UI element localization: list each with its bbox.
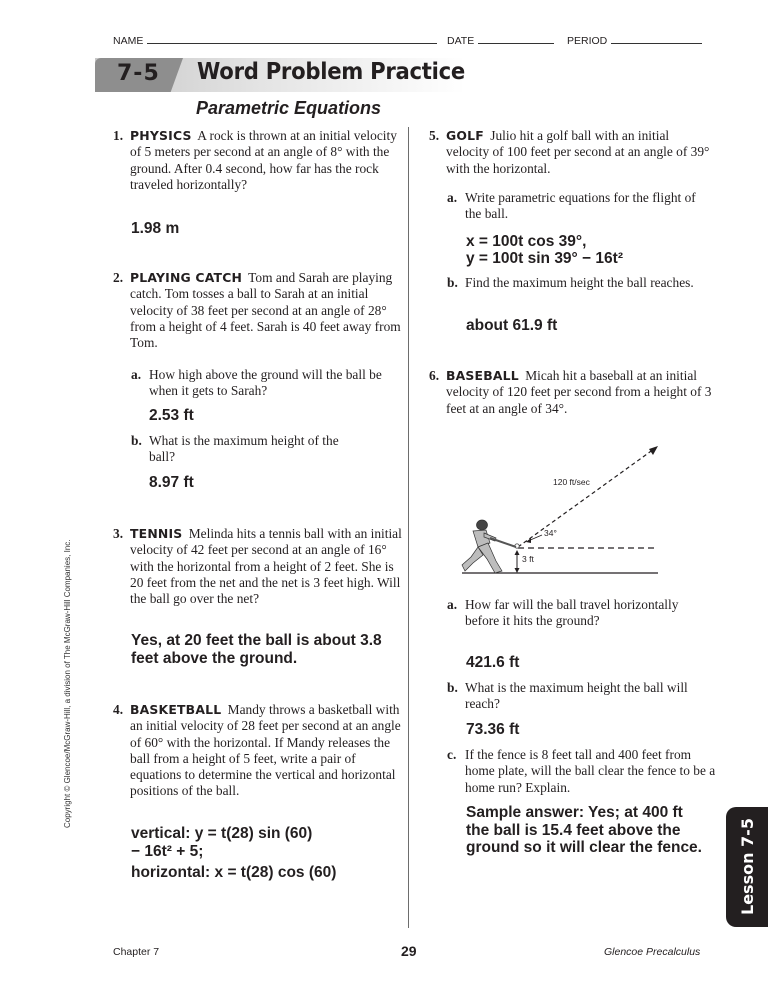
part-letter: b. xyxy=(447,680,458,695)
part-question: What is the maximum height the ball will reach? xyxy=(465,680,688,712)
problem-text: Melinda hits a tennis ball with an initial velocity of 42 feet per second at an angle of 16° with the horizontal from a height of 2 feet. She is 20 feet from the net and the net is 3 feet high. Will the ball go over the net? xyxy=(130,526,402,607)
problem-number: 4. xyxy=(113,702,124,717)
answer-2b: 8.97 ft xyxy=(149,474,194,491)
trajectory-illustration xyxy=(440,425,710,580)
angle-label: 34° xyxy=(544,528,557,538)
lesson-banner xyxy=(95,58,465,92)
answer-6c: Sample answer: Yes; at 400 ft the ball is 15.4 feet above the ground so it will clear the fence. xyxy=(466,804,702,857)
answer-2a: 2.53 ft xyxy=(149,407,194,424)
problem-2b xyxy=(131,433,351,466)
batter-icon xyxy=(462,520,516,573)
period-blank[interactable] xyxy=(611,34,702,44)
part-letter: b. xyxy=(131,433,142,448)
answer-6a: 421.6 ft xyxy=(466,654,520,671)
period-label: PERIOD xyxy=(567,35,608,47)
answer-5a-line-2: y = 100t sin 39° − 16t² xyxy=(466,250,623,267)
part-question: How high above the ground will the ball be when it gets to Sarah? xyxy=(149,367,382,399)
problem-2 xyxy=(113,270,403,351)
part-letter: b. xyxy=(447,275,458,290)
footer-page-number: 29 xyxy=(401,943,417,959)
page-title: Word Problem Practice xyxy=(197,59,465,85)
problem-6c xyxy=(447,747,717,796)
problem-5a xyxy=(447,190,707,223)
problem-tag: BASKETBALL xyxy=(130,702,222,717)
problem-6b xyxy=(447,680,707,713)
problem-5 xyxy=(429,128,714,177)
answer-6b: 73.36 ft xyxy=(466,721,520,738)
answer-3: Yes, at 20 feet the ball is about 3.8 feet above the ground. xyxy=(131,632,382,667)
answer-4-line-2: − 16t² + 5; xyxy=(131,843,204,860)
footer-book-title: Glencoe Precalculus xyxy=(604,946,701,958)
answer-4-line-3: horizontal: x = t(28) cos (60) xyxy=(131,864,337,881)
page-subtitle: Parametric Equations xyxy=(196,98,382,118)
velocity-label: 120 ft/sec xyxy=(553,477,590,487)
baseball-diagram xyxy=(440,425,710,580)
part-question: Find the maximum height the ball reaches. xyxy=(465,275,694,290)
answer-5b: about 61.9 ft xyxy=(466,317,558,334)
problem-text: Julio hit a golf ball with an initial velocity of 100 feet per second at an angle of 39° with the horizontal. xyxy=(446,128,710,176)
problem-4 xyxy=(113,702,403,800)
copyright-notice: Copyright © Glencoe/McGraw-Hill, a division of The McGraw-Hill Companies, Inc. xyxy=(63,539,72,828)
lesson-tab xyxy=(726,807,768,927)
problem-number: 1. xyxy=(113,128,124,143)
part-letter: c. xyxy=(447,747,457,762)
part-letter: a. xyxy=(447,597,458,612)
date-label: DATE xyxy=(447,35,475,47)
name-blank[interactable] xyxy=(147,34,437,44)
part-letter: a. xyxy=(131,367,142,382)
part-question: Write parametric equations for the flight of the ball. xyxy=(465,190,696,222)
answer-5a-line-1: x = 100t cos 39°, xyxy=(466,233,587,250)
answer-4-line-1: vertical: y = t(28) sin (60) xyxy=(131,825,313,842)
footer-chapter: Chapter 7 xyxy=(113,946,160,958)
problem-tag: PLAYING CATCH xyxy=(130,270,243,285)
problem-number: 5. xyxy=(429,128,440,143)
problem-2a xyxy=(131,367,391,400)
problem-text: A rock is thrown at an initial velocity of 5 meters per second at an angle of 8° with the ground. After 0.4 second, how far has the rock traveled horizontally? xyxy=(130,128,397,192)
problem-tag: TENNIS xyxy=(130,526,183,541)
problem-tag: PHYSICS xyxy=(130,128,192,143)
problem-text: Mandy throws a basketball with an initial velocity of 28 feet per second at an angle of 60° with the horizontal. If Mandy releases the ball from a height of 5 feet, write a pair of equations to determine the vertical and horizontal positions of the ball. xyxy=(130,702,401,799)
period-field xyxy=(567,34,702,47)
column-divider xyxy=(408,127,409,928)
problem-6a xyxy=(447,597,707,630)
problem-3 xyxy=(113,526,403,607)
problem-5b xyxy=(447,275,707,291)
problem-tag: GOLF xyxy=(446,128,484,143)
part-question: How far will the ball travel horizontally before it hits the ground? xyxy=(465,597,679,629)
part-question: What is the maximum height of the ball? xyxy=(149,433,339,465)
part-question: If the fence is 8 feet tall and 400 feet from home plate, will the ball clear the fence to be a home run? Explain. xyxy=(465,747,716,795)
name-field xyxy=(113,34,437,47)
answer-1: 1.98 m xyxy=(131,220,180,237)
problem-number: 6. xyxy=(429,368,440,383)
problem-text: Tom and Sarah are playing catch. Tom tosses a ball to Sarah at an initial velocity of 38 feet per second at an angle of 28° from a height of 4 feet. Sarah is 40 feet away from Tom. xyxy=(130,270,401,351)
problem-6 xyxy=(429,368,719,417)
problem-tag: BASEBALL xyxy=(446,368,519,383)
part-letter: a. xyxy=(447,190,458,205)
lesson-tab-label: Lesson 7-5 xyxy=(738,818,757,915)
problem-number: 3. xyxy=(113,526,124,541)
date-field xyxy=(447,34,554,47)
date-blank[interactable] xyxy=(478,34,554,44)
height-label: 3 ft xyxy=(522,554,534,564)
problem-number: 2. xyxy=(113,270,124,285)
problem-1 xyxy=(113,128,403,193)
problem-text: Micah hit a baseball at an initial velocity of 120 feet per second from a height of 3 feet at an angle of 34°. xyxy=(446,368,712,416)
name-label: NAME xyxy=(113,35,144,47)
lesson-number: 7-5 xyxy=(117,61,160,86)
